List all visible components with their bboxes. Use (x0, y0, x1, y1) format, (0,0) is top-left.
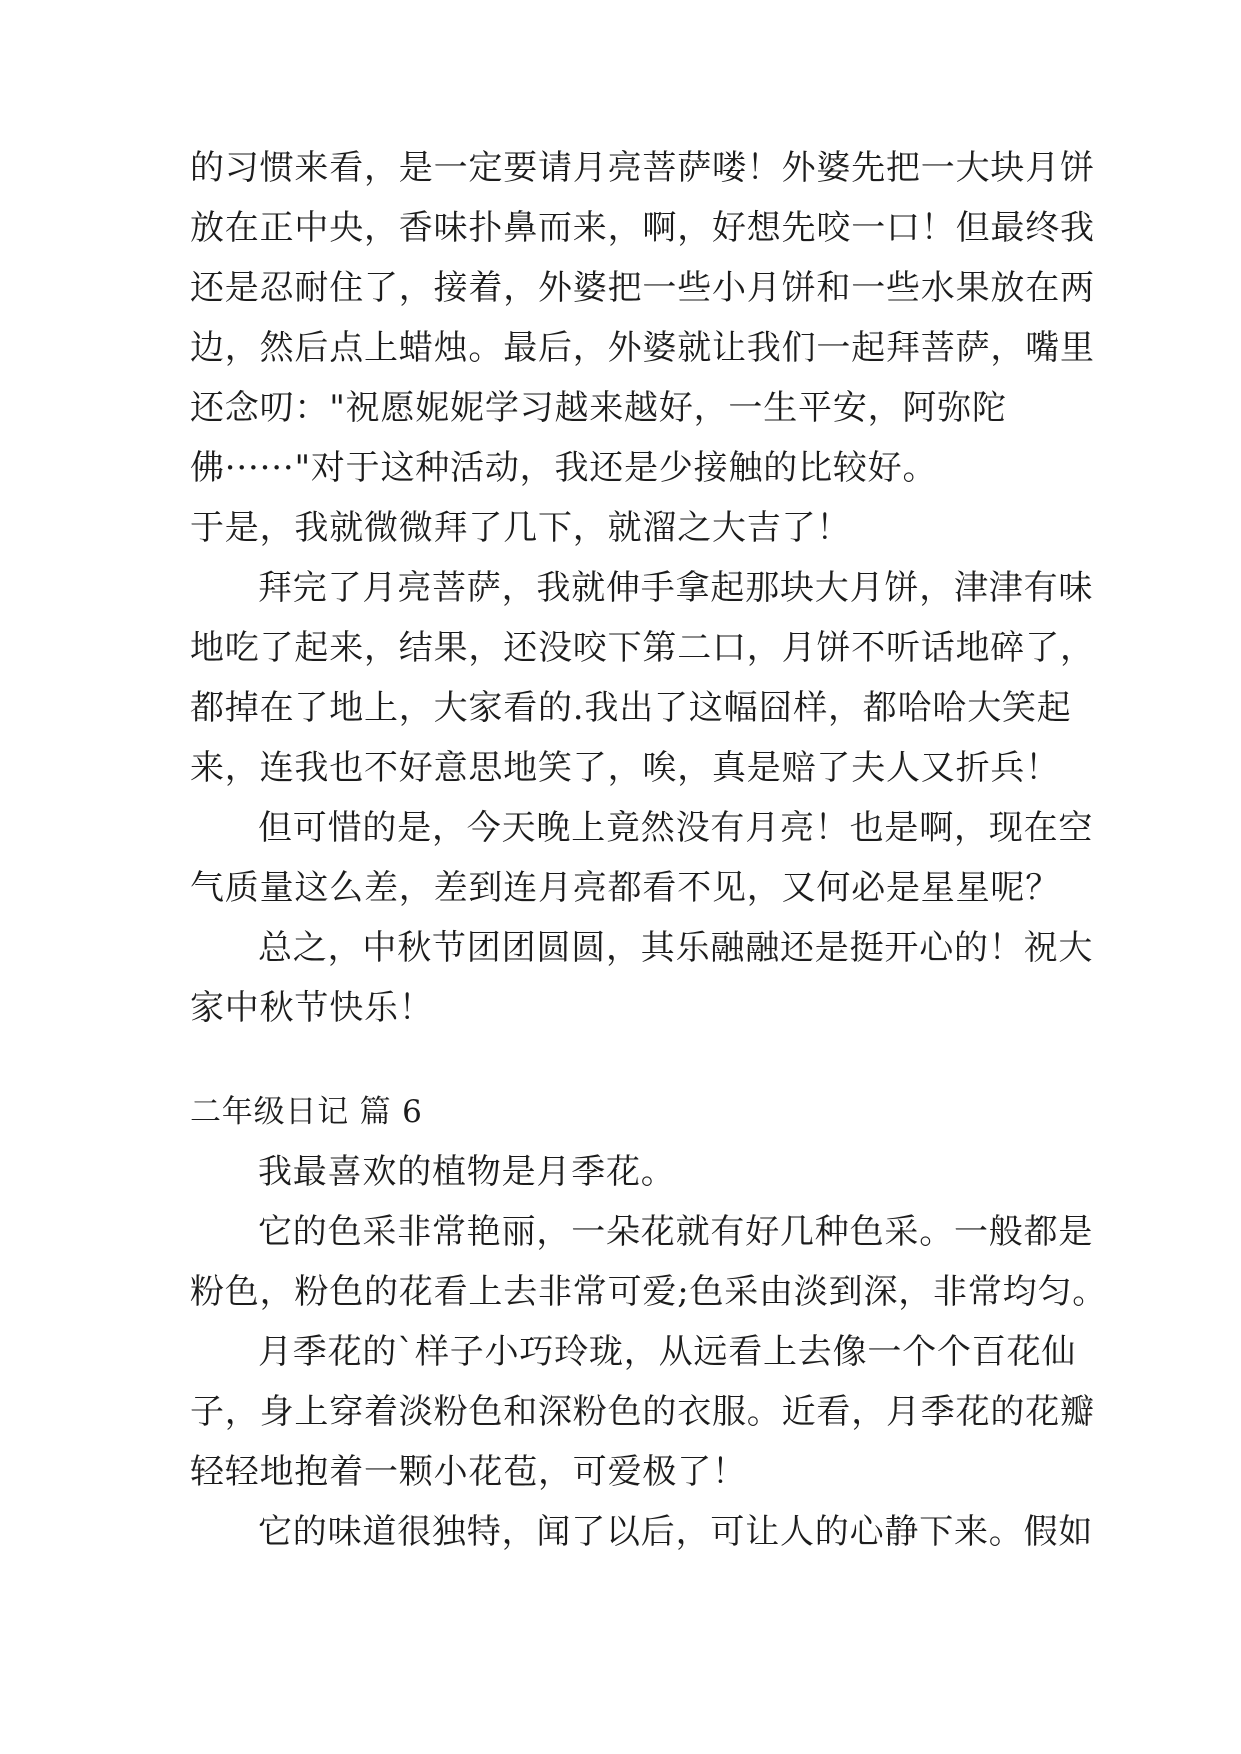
section-heading: 二年级日记 篇 6 (190, 1094, 423, 1130)
text-line: 都掉在了地上，大家看的.我出了这幅囧样，都哈哈大笑起 (190, 688, 1072, 728)
text-line: 地吃了起来，结果，还没咬下第二口，月饼不听话地碎了， (190, 628, 1095, 668)
text-line: 轻轻地抱着一颗小花苞，可爱极了！ (190, 1452, 747, 1492)
text-line: 于是，我就微微拜了几下，就溜之大吉了！ (190, 508, 852, 548)
text-line: 家中秋节快乐！ (190, 988, 434, 1028)
paragraph-start-line: 月季花的`样子小巧玲珑，从远看上去像一个个百花仙 (258, 1332, 1077, 1372)
text-line: 放在正中央，香味扑鼻而来，啊，好想先咬一口！但最终我 (190, 208, 1095, 248)
text-line: 来，连我也不好意思地笑了，唉，真是赔了夫人又折兵！ (190, 748, 1060, 788)
paragraph-start-line: 它的色采非常艳丽，一朵花就有好几种色采。一般都是 (258, 1212, 1094, 1252)
paragraph-start-line: 但可惜的是，今天晚上竟然没有月亮！也是啊，现在空 (258, 808, 1094, 848)
text-line: 还念叨："祝愿妮妮学习越来越好，一生平安，阿弥陀 (190, 388, 1007, 428)
paragraph-start-line: 总之，中秋节团团圆圆，其乐融融还是挺开心的！祝大 (258, 928, 1094, 968)
text-line: 子，身上穿着淡粉色和深粉色的衣服。近看，月季花的花瓣 (190, 1392, 1095, 1432)
text-line: 佛······"对于这种活动，我还是少接触的比较好。 (190, 448, 938, 488)
paragraph-start-line: 我最喜欢的植物是月季花。 (258, 1152, 676, 1192)
paragraph-start-line: 它的味道很独特，闻了以后，可让人的心静下来。假如 (258, 1512, 1094, 1552)
text-line: 还是忍耐住了，接着，外婆把一些小月饼和一些水果放在两 (190, 268, 1095, 308)
text-line: 的习惯来看，是一定要请月亮菩萨喽！外婆先把一大块月饼 (190, 148, 1095, 188)
text-line: 粉色，粉色的花看上去非常可爱;色采由淡到深，非常均匀。 (190, 1272, 1108, 1312)
paragraph-start-line: 拜完了月亮菩萨，我就伸手拿起那块大月饼，津津有味 (258, 568, 1094, 608)
text-line: 气质量这么差，差到连月亮都看不见，又何必是星星呢？ (190, 868, 1060, 908)
text-line: 边，然后点上蜡烛。最后，外婆就让我们一起拜菩萨，嘴里 (190, 328, 1095, 368)
